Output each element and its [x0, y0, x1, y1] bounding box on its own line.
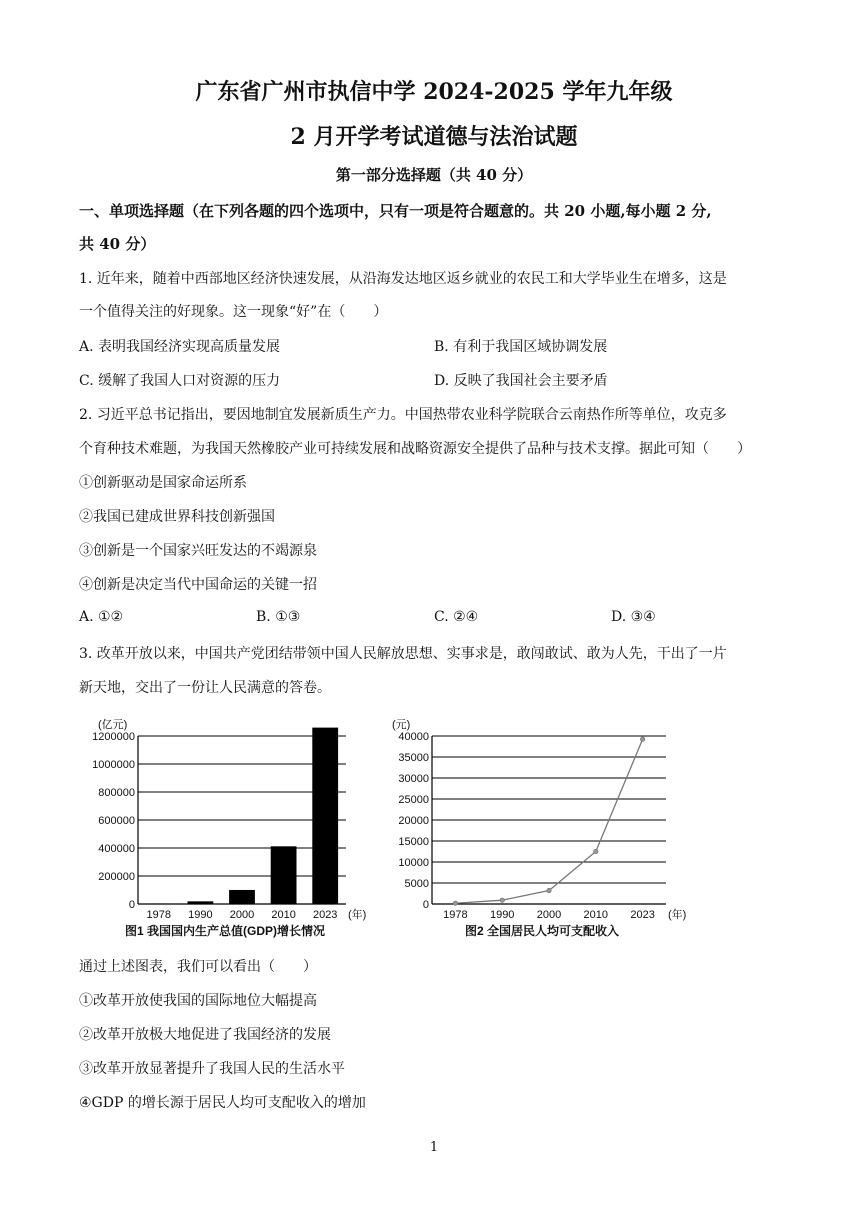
- x-tick-label: 2010: [271, 909, 296, 921]
- y-tick-label: 35000: [398, 752, 429, 764]
- gdp-bar-chart: [78, 708, 388, 943]
- y-tick-label: 600000: [98, 815, 135, 827]
- q3-item-1: ①改革开放使我国的国际地位大幅提高: [79, 993, 317, 1009]
- q1-option-b: B. 有利于我国区域协调发展: [434, 339, 608, 355]
- data-point-2010: [594, 849, 598, 853]
- question-3-prompt: 通过上述图表，我们可以看出（ ）: [79, 959, 317, 975]
- chart-caption: 图2 全国居民人均可支配收入: [464, 924, 620, 938]
- q1-option-d: D. 反映了我国社会主要矛盾: [434, 373, 608, 389]
- y-tick-label: 5000: [404, 878, 429, 890]
- section-heading-cont: 共 40 分）: [79, 235, 156, 253]
- q1-option-c: C. 缓解了我国人口对资源的压力: [79, 373, 281, 389]
- y-axis-unit-label: (亿元): [98, 719, 128, 731]
- x-tick-label: 2000: [229, 909, 255, 921]
- y-tick-label: 200000: [98, 871, 135, 883]
- y-tick-label: 25000: [398, 794, 429, 806]
- x-tick-label: 2023: [312, 909, 338, 921]
- q2-item-2: ②我国已建成世界科技创新强国: [79, 509, 275, 525]
- q2-item-1: ①创新驱动是国家命运所系: [79, 475, 247, 491]
- y-tick-label: 400000: [98, 843, 135, 855]
- q3-item-3: ③改革开放显著提升了我国人民的生活水平: [79, 1061, 345, 1077]
- y-tick-label: 30000: [398, 773, 429, 785]
- x-tick-label: 1978: [443, 909, 468, 921]
- question-1-text-cont: 一个值得关注的好现象。这一现象“好”在（ ）: [79, 304, 388, 320]
- x-axis-unit-label: (年): [348, 909, 367, 921]
- y-tick-label: 1200000: [92, 731, 135, 743]
- q2-option-d: D. ③④: [611, 609, 656, 625]
- y-tick-label: 40000: [398, 731, 429, 743]
- x-tick-label: 2023: [630, 909, 655, 921]
- x-tick-label: 2010: [583, 909, 609, 921]
- q2-item-4: ④创新是决定当代中国命运的关键一招: [79, 577, 317, 593]
- part-heading: 第一部分选择题（共 40 分）: [335, 166, 533, 184]
- q3-item-4: ④GDP 的增长源于居民人均可支配收入的增加: [79, 1095, 366, 1111]
- q1-option-a: A. 表明我国经济实现高质量发展: [79, 339, 281, 355]
- question-2-text: 2. 习近平总书记指出，要因地制宜发展新质生产力。中国热带农业科学院联合云南热作所等单位，攻克多: [79, 407, 727, 423]
- y-tick-label: 1000000: [92, 759, 135, 771]
- x-tick-label: 1990: [188, 909, 213, 921]
- x-tick-label: 2000: [536, 909, 562, 921]
- data-point-1978: [453, 901, 457, 905]
- bar-1990: [188, 901, 214, 904]
- document-subtitle: 2 月开学考试道德与法治试题: [290, 124, 578, 150]
- q2-option-a: A. ①②: [79, 609, 124, 625]
- q2-item-3: ③创新是一个国家兴旺发达的不竭源泉: [79, 543, 317, 559]
- bar-1978: [146, 903, 172, 904]
- x-axis-unit-label: (年): [668, 909, 687, 921]
- y-axis-unit-label: (元): [392, 719, 411, 731]
- bar-2000: [229, 890, 255, 904]
- section-heading: 一、单项选择题（在下列各题的四个选项中，只有一项是符合题意的。共 20 小题,每小题 2 分,: [79, 202, 712, 220]
- y-tick-label: 0: [128, 899, 135, 911]
- data-point-1990: [500, 898, 504, 902]
- question-3-text: 3. 改革开放以来，中国共产党团结带领中国人民解放思想、实事求是，敢闯敢试、敢为人先，干出了一片: [79, 646, 727, 662]
- data-point-2023: [640, 737, 644, 741]
- question-2-text-cont: 个育种技术难题，为我国天然橡胶产业可持续发展和战略资源安全提供了品种与技术支撑。据此可知（ ）: [79, 441, 751, 457]
- chart-caption: 图1 我国国内生产总值(GDP)增长情况: [124, 924, 326, 938]
- income-series-line: [455, 739, 642, 903]
- q3-item-2: ②改革开放极大地促进了我国经济的发展: [79, 1027, 331, 1043]
- x-tick-label: 1990: [489, 909, 515, 921]
- bar-2010: [271, 846, 297, 904]
- y-tick-label: 15000: [398, 836, 429, 848]
- y-tick-label: 800000: [98, 787, 135, 799]
- y-tick-label: 20000: [398, 815, 429, 827]
- q2-option-c: C. ②④: [434, 609, 479, 625]
- x-tick-label: 1978: [146, 909, 172, 921]
- document-title: 广东省广州市执信中学 2024-2025 学年九年级: [195, 79, 673, 105]
- question-1-text: 1. 近年来，随着中西部地区经济快速发展，从沿海发达地区返乡就业的农民工和大学毕业生在增多，这是: [79, 271, 727, 287]
- y-tick-label: 10000: [398, 857, 429, 869]
- page-number: 1: [429, 1140, 439, 1155]
- data-point-2000: [547, 888, 551, 892]
- bar-2023: [312, 728, 338, 904]
- y-tick-label: 0: [422, 899, 429, 911]
- q2-option-b: B. ①③: [256, 609, 301, 625]
- question-3-text-cont: 新天地，交出了一份让人民满意的答卷。: [79, 680, 331, 696]
- income-line-chart: [392, 708, 687, 943]
